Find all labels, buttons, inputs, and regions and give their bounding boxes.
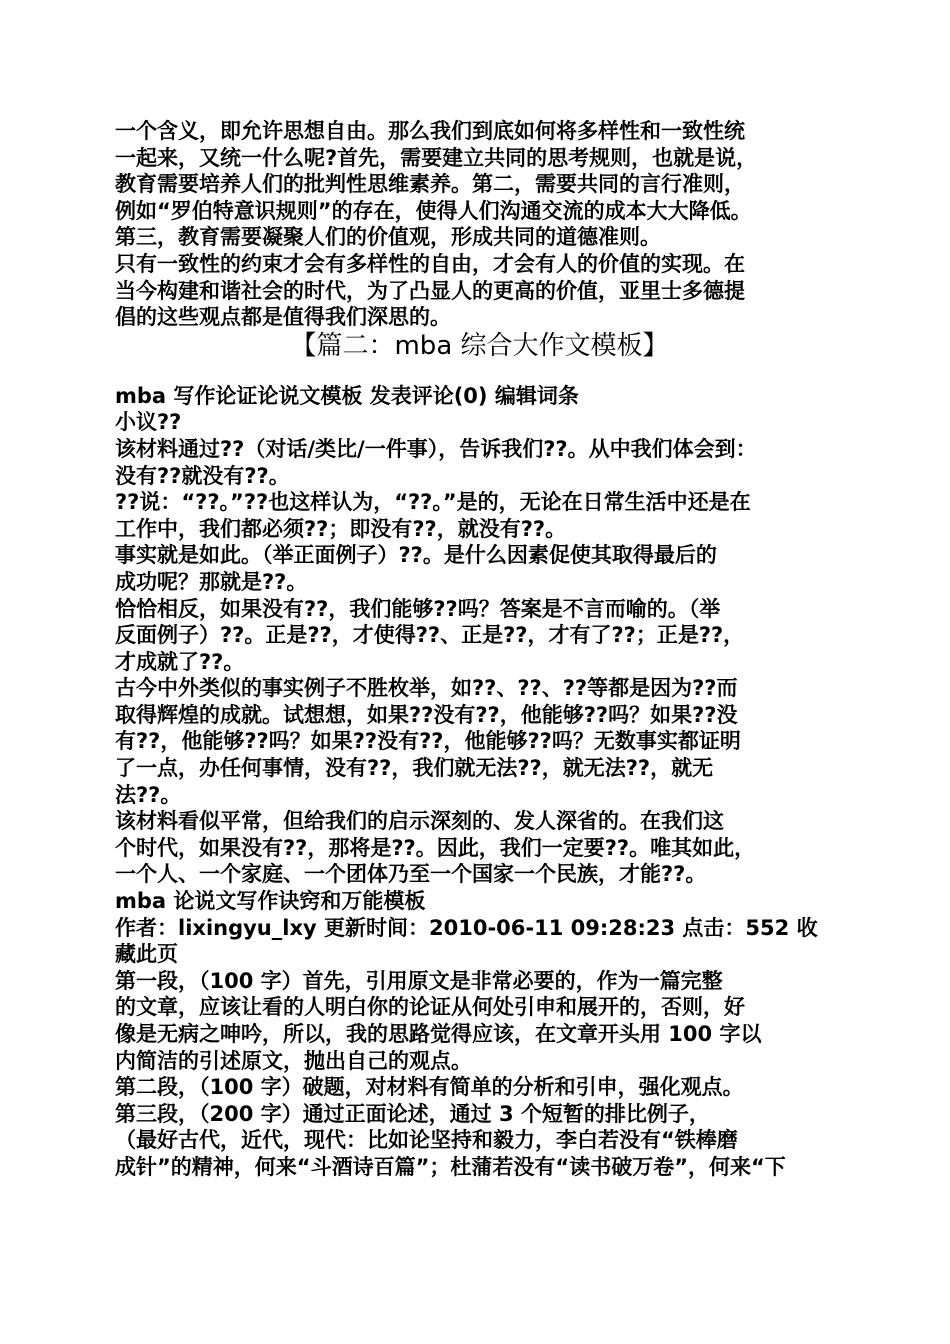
text-line: 有??，他能够??吗？如果??没有??，他能够??吗？无数事实都证明 xyxy=(115,729,741,754)
text-line: 内简洁的引述原文，抛出自己的观点。 xyxy=(115,1048,472,1073)
text-line: 该材料通过??（对话/类比/一件事），告诉我们??。从中我们体会到： xyxy=(115,436,757,461)
text-line: 成针”的精神，何来“斗酒诗百篇”；杜蒲若没有“读书破万卷”，何来“下 xyxy=(115,1154,786,1179)
text-line: 个时代，如果没有??，那将是??。因此，我们一定要??。唯其如此， xyxy=(115,835,756,860)
text-line: 第二段，（100 字）破题，对材料有简单的分析和引申，强化观点。 xyxy=(115,1075,744,1100)
text-line: ??说：“??。”??也这样认为，“??。”是的，无论在日常生活中还是在 xyxy=(115,490,751,515)
text-line: 第三，教育需要凝聚人们的价值观，形成共同的道德准则。 xyxy=(115,225,661,250)
text-line: 工作中，我们都必须??；即没有??，就没有??。 xyxy=(115,516,567,541)
text-line: 该材料看似平常，但给我们的启示深刻的、发人深省的。在我们这 xyxy=(115,809,724,834)
text-line: 藏此页 xyxy=(115,942,178,967)
text-line: 才成就了??。 xyxy=(115,649,245,674)
text-line: 成功呢？那就是??。 xyxy=(115,569,308,594)
text-line: 一起来，又统一什么呢?首先，需要建立共同的思考规则，也就是说， xyxy=(115,145,758,170)
intro-paragraph xyxy=(115,118,840,331)
text-line: 没有??就没有??。 xyxy=(115,463,290,488)
text-line: 第一段，（100 字）首先，引用原文是非常必要的，作为一篇完整 xyxy=(115,968,723,993)
document-body xyxy=(115,118,840,1181)
text-line: 古今中外类似的事实例子不胜枚举，如??、??、??等都是因为??而 xyxy=(115,676,738,701)
text-line: 了一点，办任何事情，没有??，我们就无法??，就无法??，就无 xyxy=(115,756,714,781)
text-line: 当今构建和谐社会的时代，为了凸显人的更高的价值，亚里士多德提 xyxy=(115,278,745,303)
text-line: 只有一致性的约束才会有多样性的自由，才会有人的价值的实现。在 xyxy=(115,251,745,276)
text-line: 事实就是如此。（举正面例子）??。是什么因素促使其取得最后的 xyxy=(115,543,717,568)
text-line: 作者：lixingyu_lxy 更新时间：2010-06-11 09:28:23 点击：552 收 xyxy=(115,915,818,940)
text-line: （最好古代，近代，现代：比如论坚持和毅力，李白若没有“铁棒磨 xyxy=(115,1128,738,1153)
text-line: 倡的这些观点都是值得我们深思的。 xyxy=(115,305,451,330)
text-line: 法??。 xyxy=(115,782,182,807)
text-line: 例如“罗伯特意识规则”的存在，使得人们沟通交流的成本大大降低。 xyxy=(115,198,752,223)
text-line: 第三段，（200 字）通过正面论述，通过 3 个短暂的排比例子， xyxy=(115,1101,710,1126)
text-line: 教育需要培养人们的批判性思维素养。第二，需要共同的言行准则， xyxy=(115,172,745,197)
text-line: 一个含义，即允许思想自由。那么我们到底如何将多样性和一致性统 xyxy=(115,119,745,143)
text-line: 一个人、一个家庭、一个团体乃至一个国家一个民族，才能??。 xyxy=(115,862,707,887)
text-line: 取得辉煌的成就。试想想，如果??没有??，他能够??吗？如果??没 xyxy=(115,702,738,727)
text-line: 反面例子）??。正是??，才使得??、正是??，才有了??；正是??， xyxy=(115,623,745,648)
text-line: 像是无病之呻吟，所以，我的思路觉得应该，在文章开头用 100 字以 xyxy=(115,1022,762,1046)
text-line: 小议?? xyxy=(115,410,182,435)
text-line: mba 写作论证论说文模板 发表评论(0) 编辑词条 xyxy=(115,383,579,408)
template-body xyxy=(115,383,840,1181)
text-line: mba 论说文写作诀窍和万能模板 xyxy=(115,889,426,914)
text-line: 恰恰相反，如果没有??，我们能够??吗？答案是不言而喻的。（举 xyxy=(115,596,721,621)
spacer xyxy=(115,361,840,383)
section-heading: 【篇二：mba 综合大作文模板】 xyxy=(290,330,669,361)
text-line: 的文章，应该让看的人明白你的论证从何处引申和展开的，否则，好 xyxy=(115,995,745,1020)
